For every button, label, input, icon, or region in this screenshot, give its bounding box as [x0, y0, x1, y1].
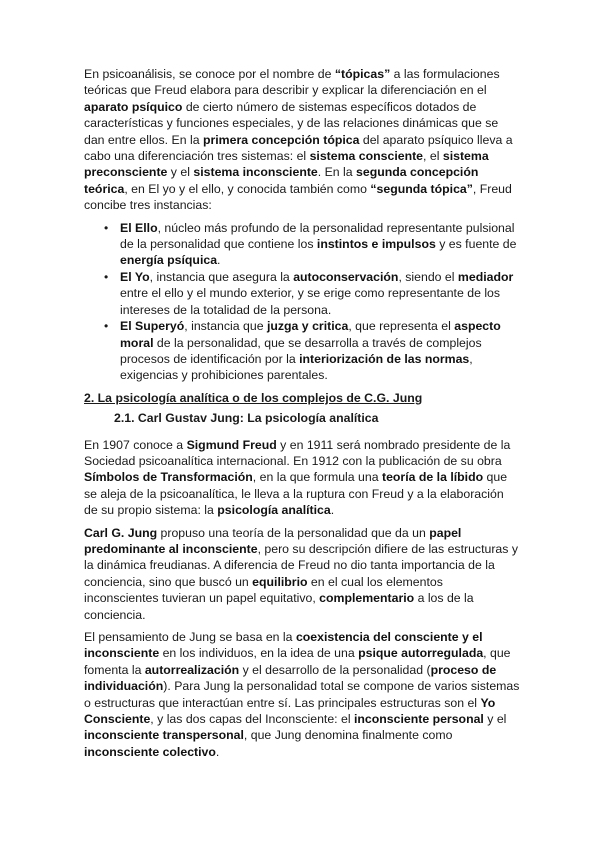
- text-run: , el: [423, 149, 443, 164]
- text-run: en los individuos, en la idea de una: [159, 646, 359, 661]
- bold-term: juzga y critica: [266, 319, 349, 334]
- bold-term: El Ello: [120, 220, 158, 235]
- bold-term: inconsciente personal: [354, 712, 484, 727]
- paragraph-jung-biografia: [84, 437, 520, 519]
- bold-term: aparato psíquico: [84, 99, 183, 114]
- bold-term: coexistencia del consciente y el inconsciente: [84, 630, 483, 661]
- text-run: .: [215, 744, 220, 759]
- text-run: en el cual los elementos inconscientes tuvieran un papel equitativo,: [84, 574, 443, 606]
- text-run: , exigencias y prohibiciones parentales.: [120, 351, 473, 383]
- text-run: , Freud concibe tres instancias:: [84, 181, 512, 213]
- text-run: de cierto número de sistemas específicos dotados de características y funciones especiales, y de las relaciones dinámicas que se dan entre ellos. En la: [84, 99, 499, 147]
- bullet-icon: •: [104, 319, 109, 334]
- text-run: , en El yo y el ello, y conocida también como: [124, 181, 371, 196]
- bold-term: Yo Consciente: [84, 695, 496, 727]
- text-run: , en la que formula una: [252, 470, 382, 485]
- text-run: .: [330, 503, 335, 518]
- text-run: del aparato psíquico lleva a cabo una diferenciación tres sistemas: el: [84, 132, 513, 164]
- bold-term: papel predominante al inconsciente: [84, 525, 462, 556]
- text-run: y es fuente de: [435, 237, 517, 252]
- bold-term: primera concepción tópica: [202, 132, 360, 147]
- text-run: y en 1911 será nombrado presidente de la Sociedad psicoanalítica internacional. En 1912 con la publicación de su obra: [84, 437, 511, 468]
- paragraph-jung-pensamiento: [84, 629, 520, 760]
- text-run: que se aleja de la psicoanalítica, le lleva a la ruptura con Freud y a la elaboración de su propio sistema: la: [84, 470, 508, 518]
- text-run: . En la: [317, 165, 357, 180]
- paragraph-topicas: [84, 66, 520, 214]
- bold-term: mediador: [457, 269, 514, 284]
- text-run: , que representa el: [348, 319, 455, 334]
- text-run: En psicoanálisis, se conoce por el nombre de: [84, 67, 335, 81]
- list-item: [104, 318, 520, 384]
- text-run: y el: [483, 712, 507, 727]
- text-run: , instancia que asegura la: [149, 269, 294, 284]
- bold-term: Símbolos de Transformación: [84, 470, 253, 485]
- text-run: a los de la conciencia.: [84, 591, 474, 622]
- bold-term: El Yo: [120, 269, 150, 284]
- text-run: y el: [167, 165, 194, 180]
- paragraph-jung-teoria: [84, 525, 520, 623]
- text-run: En 1907 conoce a: [84, 437, 187, 452]
- text-run: y el desarrollo de la personalidad (: [239, 662, 431, 677]
- bold-term: interiorización de las normas: [299, 351, 470, 366]
- text-run: El pensamiento de Jung se basa en la: [84, 630, 296, 644]
- bold-term: proceso de individuación: [84, 662, 497, 694]
- bold-term: autoconservación: [293, 269, 399, 284]
- bold-term: sistema consciente: [309, 149, 424, 164]
- text-run: , que fomenta la: [84, 646, 511, 677]
- bold-term: psicología analítica: [217, 503, 331, 518]
- text-run: , y las dos capas del Inconsciente: el: [150, 712, 354, 727]
- bullet-icon: •: [104, 269, 109, 284]
- text-run: , pero su descripción difiere de las estructuras y la dinámica freudianas. A diferencia de Freud no dio tanta importancia de la conciencia, sino que buscó un: [84, 541, 518, 589]
- bullet-icon: •: [104, 220, 109, 235]
- bold-term: sistema inconsciente: [193, 165, 318, 180]
- list-item: [104, 220, 520, 269]
- bold-term: psique autorregulada: [358, 646, 484, 661]
- text-run: entre el ello y el mundo exterior, y se erige como representante de los intereses de la totalidad de la persona.: [120, 286, 501, 317]
- bold-term: segunda concepción teórica: [84, 165, 479, 196]
- bold-term: teoría de la líbido: [381, 470, 484, 485]
- bold-term: inconsciente colectivo: [84, 744, 216, 759]
- bold-term: inconsciente transpersonal: [84, 728, 244, 743]
- bold-term: sistema preconsciente: [84, 149, 489, 180]
- text-run: , núcleo más profundo de la personalidad representante pulsional de la personalidad que contiene los: [120, 220, 515, 252]
- bold-term: “tópicas”: [334, 67, 391, 81]
- bold-term: equilibrio: [252, 574, 308, 589]
- text-run: .: [217, 253, 221, 268]
- text-run: de la personalidad, que se desarrolla a través de complejos procesos de identificación por la: [120, 335, 482, 366]
- text-run: ). Para Jung la personalidad total se compone de varios sistemas o estructuras que interactúan entre sí. Las principales estructuras son el: [84, 679, 520, 710]
- bold-term: complementario: [319, 591, 415, 606]
- bold-term: energía psíquica: [120, 253, 218, 268]
- bold-term: instintos e impulsos: [316, 237, 436, 252]
- bold-term: aspecto moral: [120, 319, 501, 350]
- text-run: a las formulaciones teóricas que Freud elabora para describir y explicar la diferenciación en el: [84, 67, 500, 98]
- instancias-list: [84, 220, 520, 384]
- list-item: [104, 269, 520, 318]
- bold-term: El Superyó: [120, 319, 185, 334]
- bold-term: autorrealización: [144, 662, 240, 677]
- bold-term: “segunda tópica”: [370, 181, 473, 196]
- document-page: [84, 66, 520, 766]
- bold-term: Carl G. Jung: [84, 525, 158, 540]
- section-heading: 2. La psicología analítica o de los complejos de C.G. Jung: [84, 390, 423, 405]
- text-run: , siendo el: [398, 269, 458, 284]
- text-run: propuso una teoría de la personalidad que da un: [157, 525, 430, 540]
- text-run: , que Jung denomina finalmente como: [243, 728, 453, 743]
- subsection-heading: 2.1. Carl Gustav Jung: La psicología analítica: [114, 411, 379, 426]
- bold-term: Sigmund Freud: [186, 437, 277, 452]
- text-run: , instancia que: [184, 319, 267, 334]
